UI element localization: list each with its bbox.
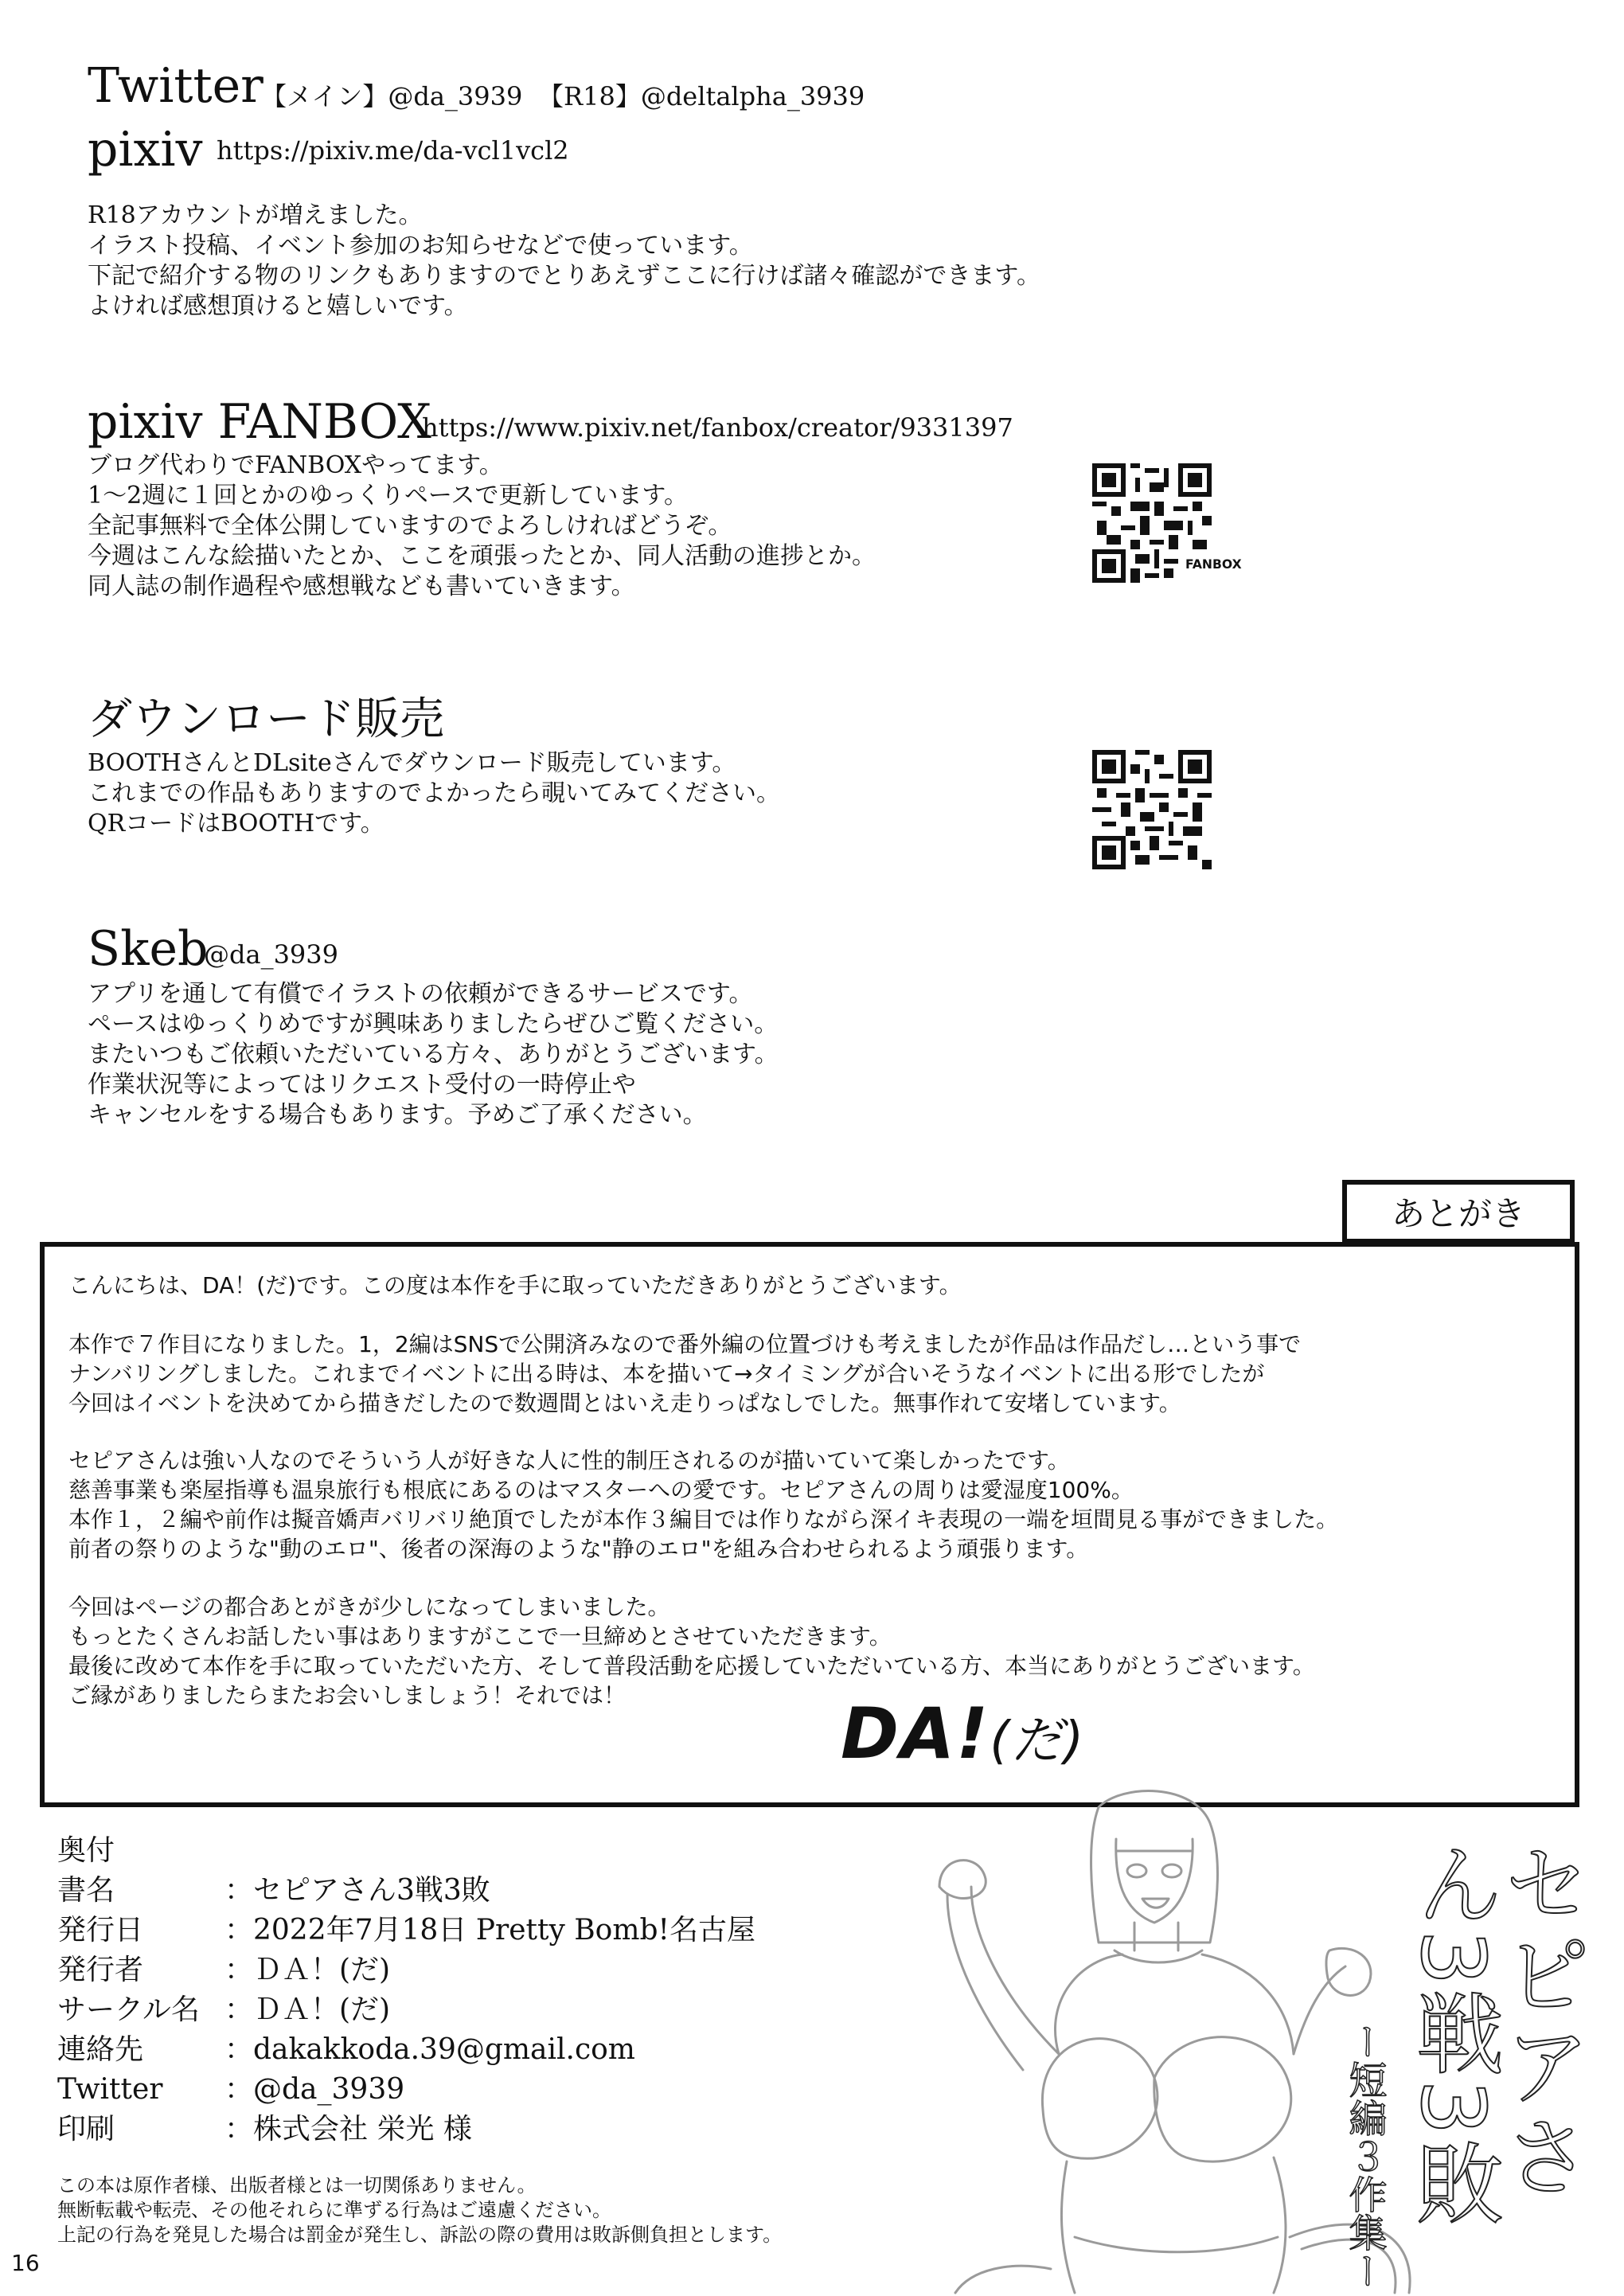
colophon-key: 書名 — [57, 1874, 115, 1907]
page-number: 16 — [11, 2250, 40, 2276]
colophon-value: ：株式会社 栄光 様 — [224, 2113, 472, 2146]
pixiv-url[interactable]: https://pixiv.me/da-vcl1vcl2 — [217, 135, 569, 166]
author-signature — [841, 1693, 1085, 1775]
afterword-line: 前者の祭りのような"動のエロ"、後者の深海のような"静のエロ"を組み合わせられるよう頑張ります。 — [68, 1536, 1089, 1562]
afterword-paragraph-2 — [68, 1330, 1301, 1418]
twitter-r18-handle[interactable]: 【R18】@deltalpha_3939 — [538, 81, 865, 111]
skeb-line: アプリを通して有償でイラストの依頼ができるサービスです。 — [88, 980, 753, 1008]
fanbox-heading: pixiv FANBOX — [88, 394, 431, 450]
fanbox-description — [88, 451, 876, 602]
colophon-row — [57, 1911, 755, 1950]
pixiv-line: イラスト投稿、イベント参加のお知らせなどで使っています。 — [88, 232, 753, 260]
disclaimer — [57, 2173, 782, 2247]
colophon-heading: 奥付 — [57, 1834, 115, 1867]
afterword-paragraph-3 — [68, 1446, 1338, 1564]
cover-subtitle: ー短編３作集ー — [1342, 2022, 1387, 2290]
disclaimer-line: 無断転載や転売、その他それらに準ずる行為はご遠慮ください。 — [57, 2199, 611, 2221]
afterword-tab: あとがき — [1342, 1180, 1575, 1244]
skeb-handle[interactable]: @da_3939 — [204, 939, 338, 970]
afterword-paragraph-1 — [68, 1271, 962, 1300]
afterword-line: 今回はイベントを決めてから描きだしたので数週間とはいえ走りっぱなしでした。無事作れて安堵しています。 — [68, 1390, 1181, 1416]
fanbox-qr-code[interactable] — [1092, 463, 1242, 583]
signature-sub: (だ) — [990, 1712, 1086, 1771]
skeb-line: 作業状況等によってはリクエスト受付の一時停止や — [88, 1071, 636, 1099]
fanbox-line: 全記事無料で全体公開していますのでよろしければどうぞ。 — [88, 512, 732, 540]
twitter-heading: Twitter — [88, 58, 264, 114]
afterword-line: ご縁がありましたらまたお会いしましょう！それでは！ — [68, 1682, 627, 1708]
twitter-main-handle[interactable]: 【メイン】@da_3939 — [261, 81, 523, 111]
disclaimer-line: 上記の行為を発見した場合は罰金が発生し、訴訟の際の費用は敗訴側負担とします。 — [57, 2224, 783, 2246]
skeb-description — [88, 979, 779, 1130]
skeb-heading: Skeb — [88, 921, 209, 977]
colophon-key: 印刷 — [57, 2113, 115, 2146]
fanbox-url[interactable]: https://www.pixiv.net/fanbox/creator/9331397 — [422, 412, 1013, 443]
colophon-key: サークル名 — [57, 1993, 200, 2026]
fanbox-line: 同人誌の制作過程や感想戦なども書いていきます。 — [88, 572, 635, 600]
afterword-line: 今回はページの都合あとがきが少しになってしまいました。 — [68, 1594, 670, 1620]
afterword-line: 最後に改めて本作を手に取っていただいた方、そして普段活動を応援していただいている方、本当にありがとうございます。 — [68, 1653, 1315, 1679]
colophon-key: 発行者 — [57, 1954, 144, 1986]
colophon-row — [57, 1950, 755, 1990]
download-heading: ダウンロード販売 — [88, 693, 444, 745]
pixiv-description — [88, 201, 1040, 322]
colophon-row — [57, 2070, 755, 2110]
afterword-box — [40, 1242, 1579, 1807]
afterword-line: ナンバリングしました。これまでイベントに出る時は、本を描いて→タイミングが合いそうなイベントに出る形でしたが — [68, 1361, 1265, 1387]
cover-title: セピアさん3戦3敗 — [1402, 1839, 1591, 2229]
download-line: QRコードはBOOTHです。 — [88, 810, 385, 838]
pixiv-heading: pixiv — [88, 122, 203, 178]
colophon-key: 発行日 — [57, 1914, 144, 1947]
fanbox-qr-label: FANBOX — [1185, 557, 1242, 572]
colophon-row — [57, 1990, 755, 2030]
download-line: これまでの作品もありますのでよかったら覗いてみてください。 — [88, 779, 780, 807]
colophon-row — [57, 1871, 755, 1911]
skeb-line: キャンセルをする場合もあります。予めご了承ください。 — [88, 1101, 707, 1129]
colophon-twitter-handle[interactable]: ：@da_3939 — [224, 2073, 405, 2106]
fanbox-line: 今週はこんな絵描いたとか、ここを頑張ったとか、同人活動の進捗とか。 — [88, 542, 876, 570]
afterword-paragraph-4 — [68, 1592, 1315, 1710]
skeb-line: またいつもご依頼いただいている方々、ありがとうございます。 — [88, 1041, 779, 1068]
colophon-value: ：2022年7月18日 Pretty Bomb!名古屋 — [224, 1914, 756, 1947]
download-line: BOOTHさんとDLsiteさんでダウンロード販売しています。 — [88, 749, 736, 777]
colophon-value: ：セピアさん3戦3敗 — [224, 1874, 490, 1907]
skeb-line: ペースはゆっくりめですが興味ありましたらぜひご覧ください。 — [88, 1010, 779, 1038]
colophon-key: Twitter — [57, 2073, 163, 2106]
colophon-row — [57, 2110, 755, 2150]
afterword-line: こんにちは、DA！(だ)です。この度は本作を手に取っていただきありがとうございます。 — [68, 1272, 962, 1298]
colophon-value: ：ＤＡ！(だ) — [224, 1954, 391, 1986]
contact-email[interactable]: ：dakakkoda.39@gmail.com — [224, 2033, 635, 2066]
afterword-line: もっとたくさんお話したい事はありますがここで一旦締めとさせていただきます。 — [68, 1623, 892, 1650]
pixiv-line: R18アカウントが増えました。 — [88, 201, 423, 229]
pixiv-line: よければ感想頂けると嬉しいです。 — [88, 292, 468, 320]
colophon — [57, 1831, 755, 2150]
disclaimer-line: この本は原作者様、出版者様とは一切関係ありません。 — [57, 2174, 537, 2196]
colophon-value: ：ＤＡ！(だ) — [224, 1993, 391, 2026]
booth-qr-code[interactable] — [1092, 750, 1212, 869]
afterword-line: 慈善事業も楽屋指導も温泉旅行も根底にあるのはマスターへの愛です。セピアさんの周りは愛湿度100%。 — [68, 1477, 1134, 1503]
download-description — [88, 748, 780, 839]
afterword-line: 本作で７作目になりました。1，2編はSNSで公開済みなので番外編の位置づけも考えましたが作品は作品だし…という事で — [68, 1331, 1302, 1357]
fanbox-line: ブログ代わりでFANBOXやってます。 — [88, 451, 503, 479]
colophon-row — [57, 2030, 755, 2070]
pixiv-line: 下記で紹介する物のリンクもありますのでとりあえずここに行けば諸々確認ができます。 — [88, 262, 1040, 290]
afterword-line: 本作１，２編や前作は擬音嬌声バリバリ絶頂でしたが本作３編目では作りながら深イキ表現の一端を垣間見る事ができました。 — [68, 1506, 1339, 1533]
fanbox-line: 1〜2週に１回とかのゆっくりペースで更新しています。 — [88, 482, 688, 510]
signature-main: DA! — [841, 1693, 990, 1775]
colophon-key: 連絡先 — [57, 2033, 144, 2066]
afterword-line: セピアさんは強い人なのでそういう人が好きな人に性的制圧されるのが描いていて楽しかったです。 — [68, 1447, 1070, 1474]
